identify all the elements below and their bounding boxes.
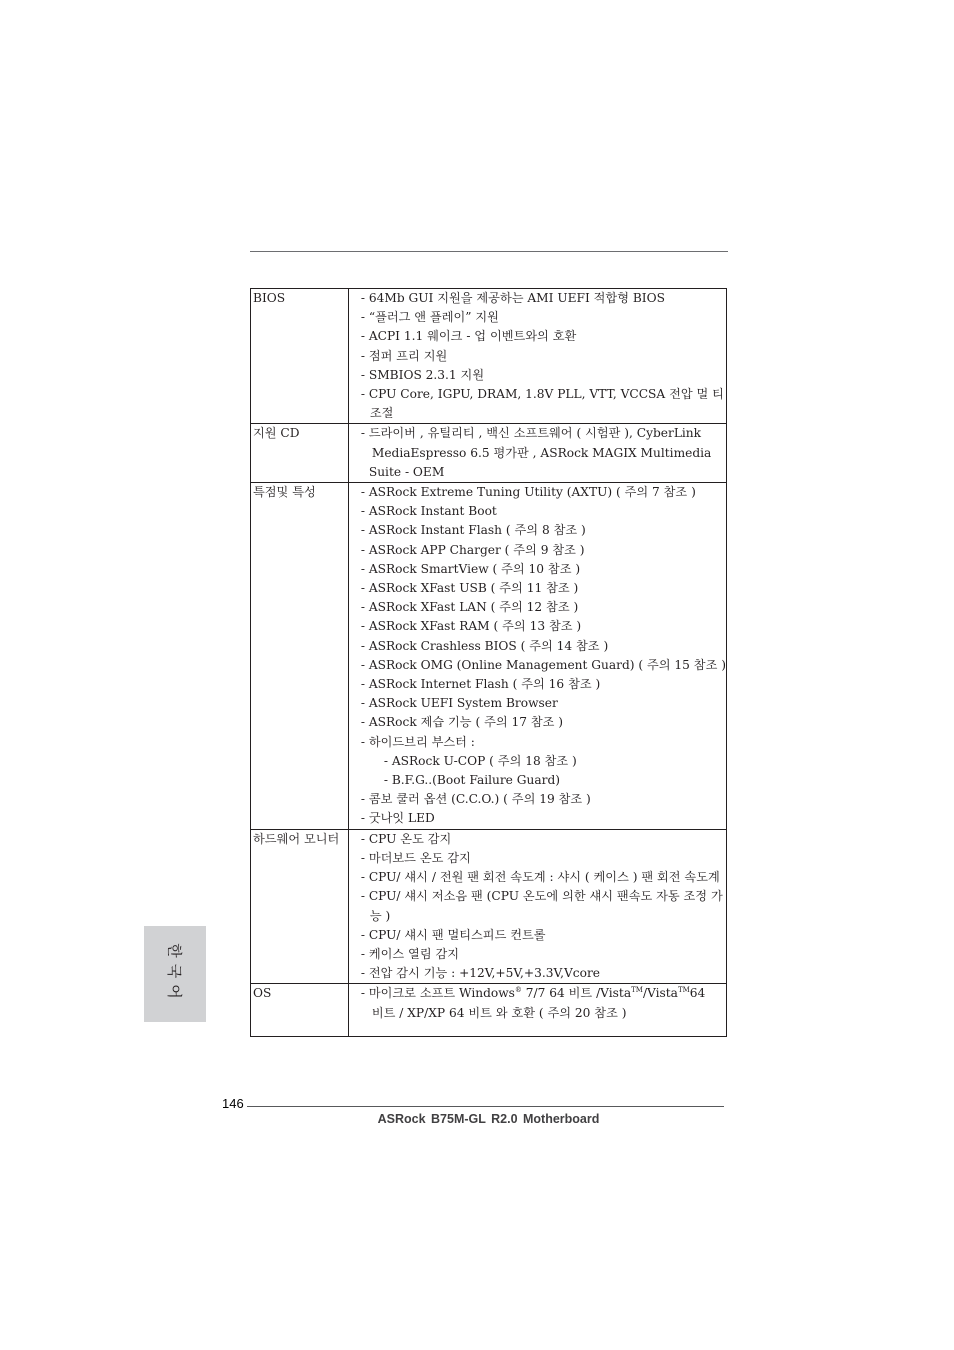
list-item: - ASRock SmartView ( 주의 10 참조 ) bbox=[360, 561, 581, 576]
list-item: - ASRock Extreme Tuning Utility (AXTU) ( 주의 7 참조 ) bbox=[360, 485, 696, 500]
row-label: 지원 CD bbox=[251, 424, 349, 483]
page-number: 146 bbox=[222, 1096, 244, 1111]
list-item: - 하이드브리 부스터 : bbox=[360, 734, 475, 749]
row-content bbox=[348, 829, 726, 984]
list-item: - CPU/ 섀시 팬 멀티스피드 컨트롤 bbox=[360, 927, 546, 942]
list-item: - 점퍼 프리 지원 bbox=[360, 348, 448, 363]
list-item: - B.F.G..(Boot Failure Guard) bbox=[383, 773, 561, 788]
row-content bbox=[348, 289, 726, 424]
table-row-features bbox=[251, 483, 727, 830]
trademark-mark: TM bbox=[677, 986, 690, 995]
list-item: - CPU/ 섀시 / 전원 팬 회전 속도계 : 샤시 ( 케이스 ) 팬 회전 속도계 bbox=[360, 870, 720, 885]
list-item: - ASRock XFast USB ( 주의 11 참조 ) bbox=[360, 581, 579, 596]
top-divider bbox=[250, 251, 728, 252]
os-text: /Vista bbox=[642, 986, 678, 1001]
list-item: - ASRock Crashless BIOS ( 주의 14 참조 ) bbox=[360, 638, 609, 653]
row-content bbox=[348, 424, 726, 483]
list-item: - SMBIOS 2.3.1 지원 bbox=[360, 367, 485, 382]
list-item: MediaEspresso 6.5 평가판 , ASRock MAGIX Multimedia bbox=[371, 445, 712, 460]
table-row-support-cd bbox=[251, 424, 727, 483]
os-text: 64 bbox=[689, 986, 706, 1001]
language-side-tab bbox=[144, 926, 206, 1022]
list-item: - ASRock UEFI System Browser bbox=[360, 696, 558, 711]
language-label: 한국어 bbox=[165, 943, 184, 1005]
table-row-hardware-monitor bbox=[251, 829, 727, 984]
list-item: - 전압 감시 기능 : +12V,+5V,+3.3V,Vcore bbox=[360, 966, 601, 981]
list-item: - ASRock APP Charger ( 주의 9 참조 ) bbox=[360, 542, 585, 557]
list-item: - ASRock OMG (Online Management Guard) ( 주의 15 참조 ) bbox=[360, 657, 726, 672]
list-item: - CPU/ 섀시 저소음 팬 (CPU 온도에 의한 섀시 팬속도 자동 조정 가능 ) bbox=[360, 889, 723, 923]
list-item: - ASRock 제습 기능 ( 주의 17 참조 ) bbox=[360, 715, 564, 730]
list-item: - 굿나잇 LED bbox=[360, 811, 435, 826]
footer-divider bbox=[247, 1106, 724, 1107]
trademark-mark: TM bbox=[631, 986, 643, 995]
row-label: OS bbox=[251, 984, 349, 1036]
row-label: 특점및 특성 bbox=[251, 483, 349, 830]
list-item: - 64Mb GUI 지원을 제공하는 AMI UEFI 적합형 BIOS bbox=[360, 291, 665, 305]
table-row-os bbox=[251, 984, 727, 1036]
list-item: - ASRock Instant Flash ( 주의 8 참조 ) bbox=[360, 523, 586, 538]
row-label: 하드웨어 모니터 bbox=[251, 829, 349, 984]
list-item: - ACPI 1.1 웨이크 - 업 이벤트와의 호환 bbox=[360, 329, 577, 344]
list-item: - 케이스 열림 감지 bbox=[360, 946, 460, 961]
table-row-bios bbox=[251, 289, 727, 424]
list-item: - 드라이버 , 유틸리티 , 백신 소프트웨어 ( 시험판 ), CyberLink bbox=[360, 426, 702, 441]
list-item: Suite - OEM bbox=[368, 464, 445, 479]
list-item: - 마더보드 온도 감지 bbox=[360, 850, 471, 865]
list-item: 비트 / XP/XP 64 비트 와 호환 ( 주의 20 참조 ) bbox=[371, 1005, 627, 1020]
list-item: - CPU 온도 감지 bbox=[360, 831, 452, 846]
list-item: - ASRock Internet Flash ( 주의 16 참조 ) bbox=[360, 677, 601, 692]
list-item: - 콤보 쿨러 옵션 (C.C.O.) ( 주의 19 참조 ) bbox=[360, 792, 591, 807]
row-content bbox=[348, 483, 726, 830]
list-item: - CPU Core, IGPU, DRAM, 1.8V PLL, VTT, VCCSA 전압 멀 티 조절 bbox=[360, 387, 724, 421]
row-label: BIOS bbox=[251, 289, 349, 424]
os-text: - 마이크로 소프트 Windows bbox=[360, 986, 515, 1001]
registered-mark: ® bbox=[514, 986, 522, 995]
list-item: - “플러그 앤 플레이” 지원 bbox=[360, 310, 499, 325]
footer-title: ASRock B75M-GL R2.0 Motherboard bbox=[377, 1112, 600, 1126]
list-item: - ASRock XFast LAN ( 주의 12 참조 ) bbox=[360, 600, 579, 615]
os-text: 7/7 64 비트 /Vista bbox=[521, 986, 632, 1001]
list-item: - ASRock Instant Boot bbox=[360, 504, 497, 519]
list-item: - ASRock XFast RAM ( 주의 13 참조 ) bbox=[360, 619, 582, 634]
spec-table bbox=[250, 288, 727, 1037]
list-item: - ASRock U-COP ( 주의 18 참조 ) bbox=[383, 753, 577, 768]
list-item bbox=[361, 984, 726, 1003]
row-content bbox=[348, 984, 726, 1036]
